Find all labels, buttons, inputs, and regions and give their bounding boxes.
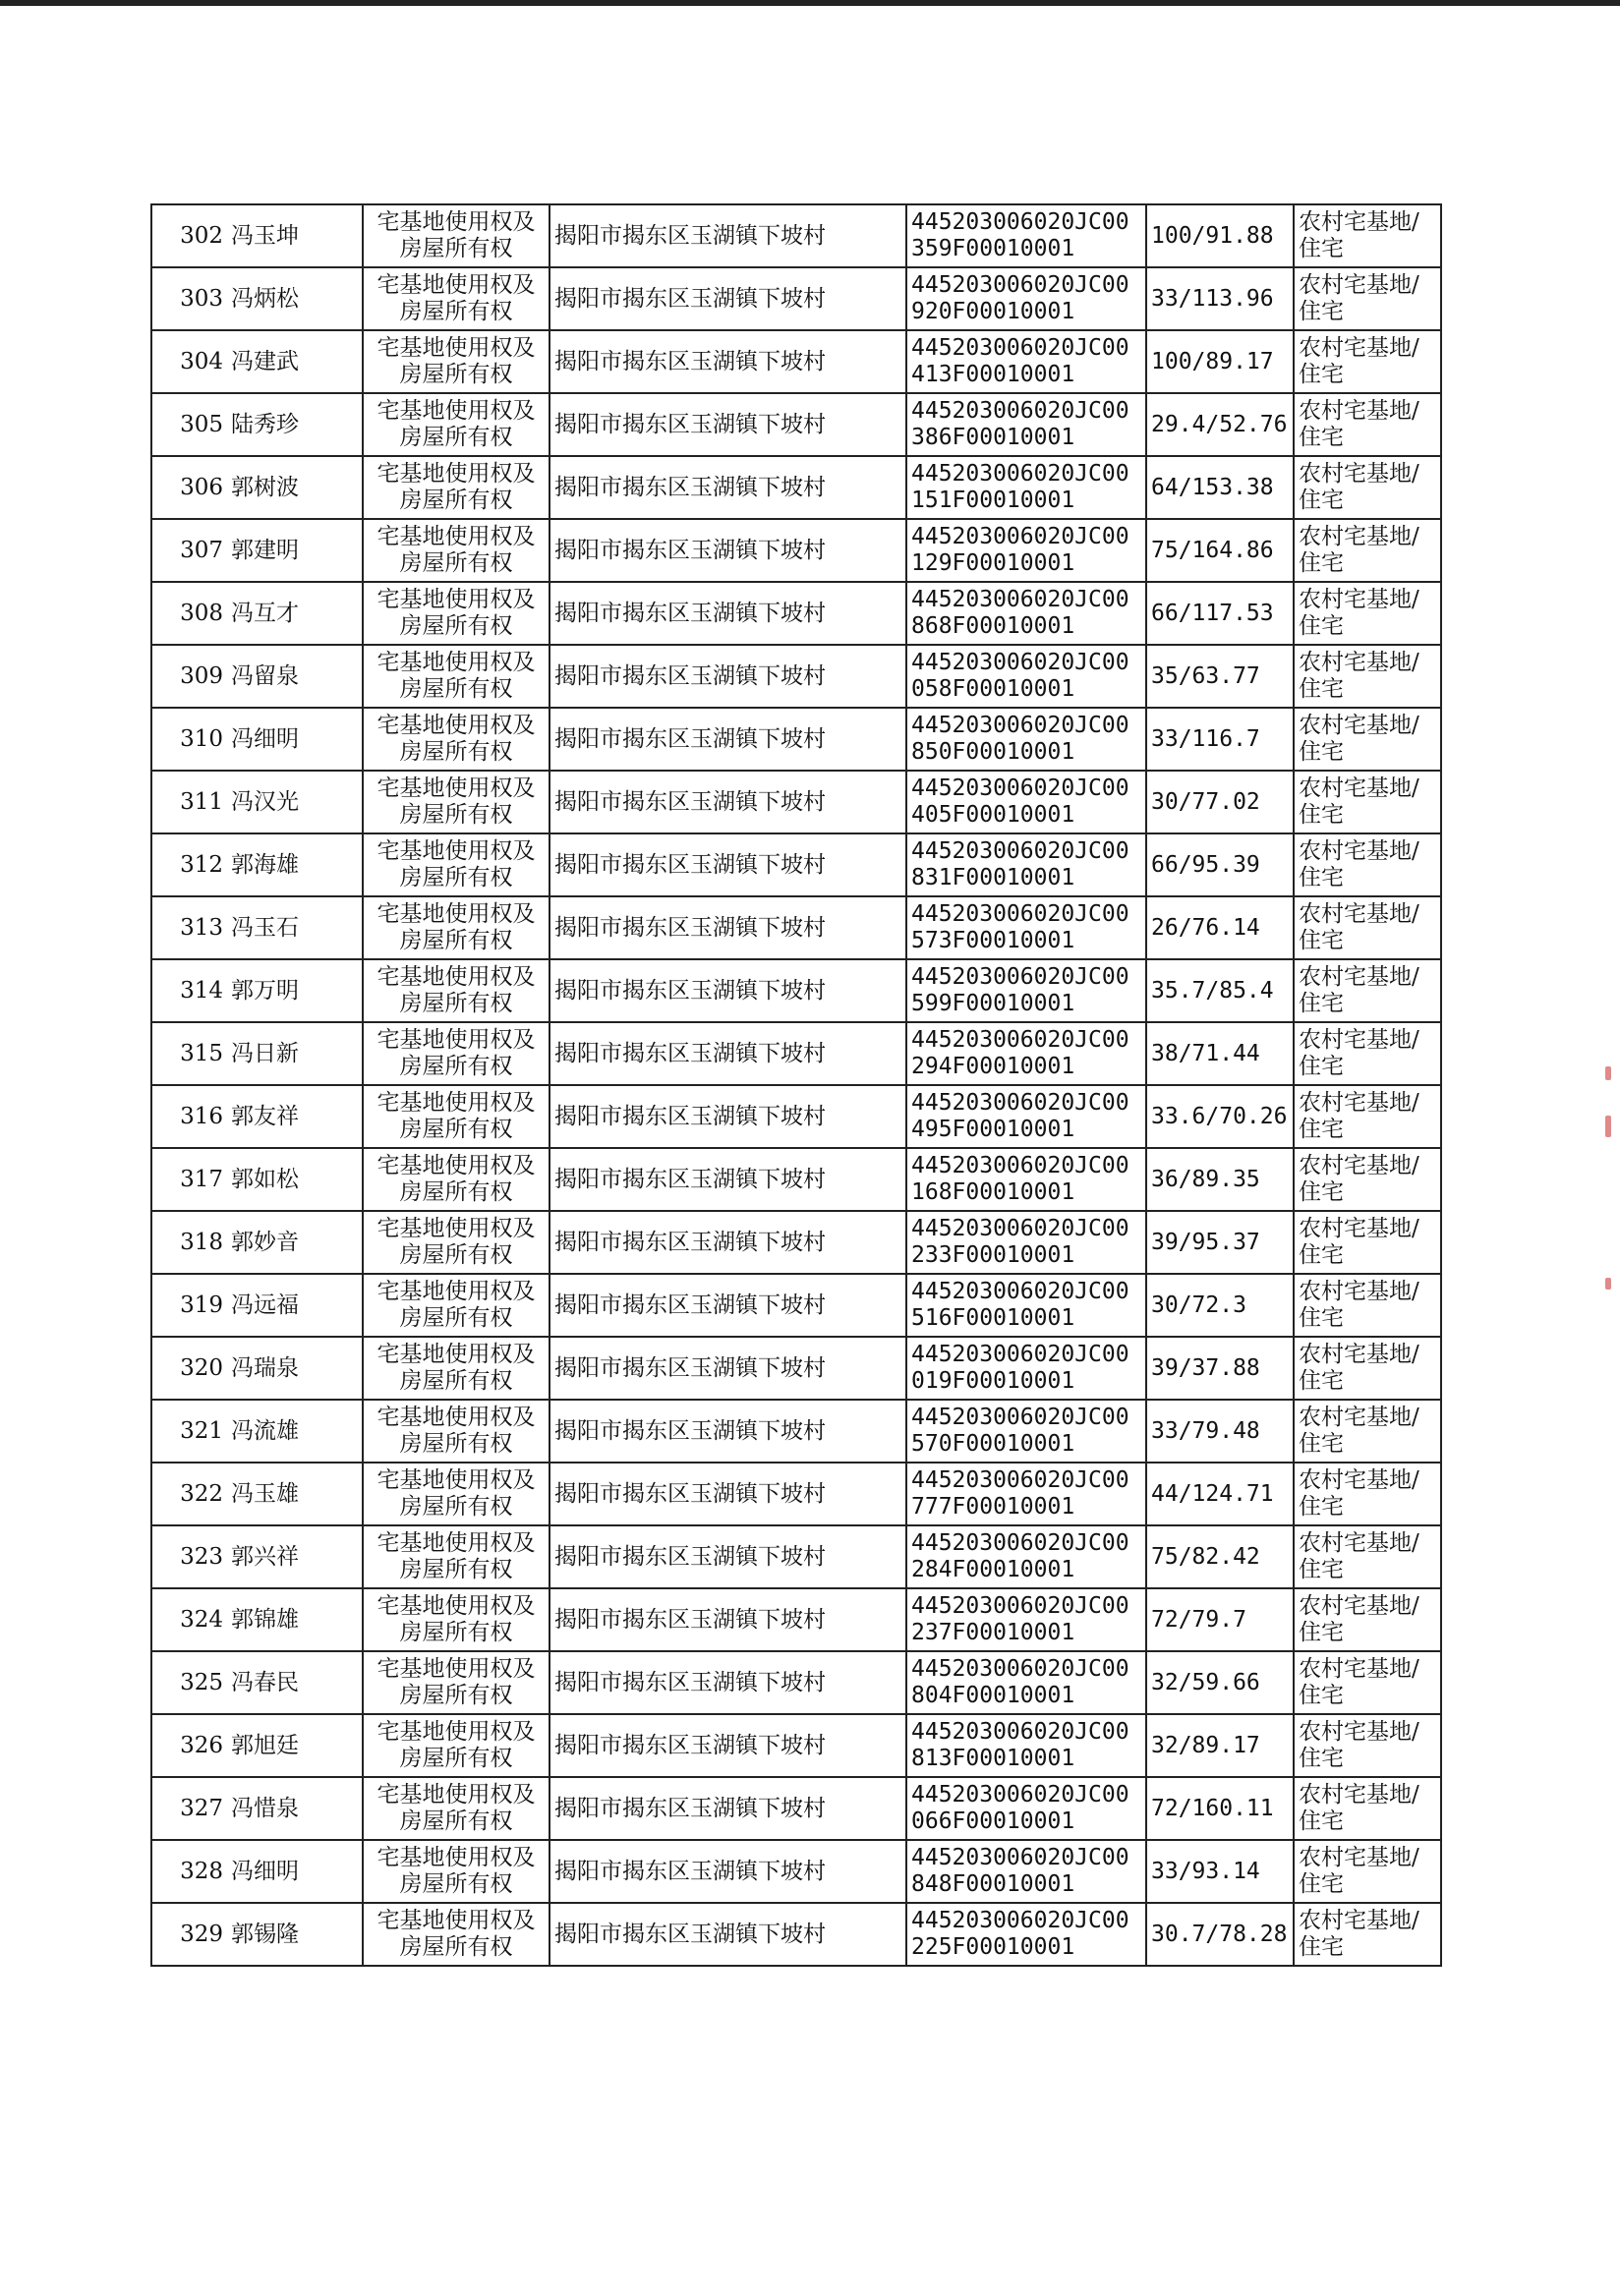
owner-name-cell: 冯互才 [227, 582, 363, 645]
table-row [151, 1588, 1441, 1651]
row-number-cell: 309 [151, 645, 227, 708]
area-value-cell: 44/124.71 [1146, 1463, 1294, 1525]
table-row [151, 519, 1441, 582]
area-value-cell: 35.7/85.4 [1146, 959, 1294, 1022]
table-row [151, 1777, 1441, 1840]
unit-code-cell: 445203006020JC00386F00010001 [906, 393, 1146, 456]
row-number-cell: 320 [151, 1337, 227, 1400]
page-top-edge [0, 0, 1620, 6]
right-type-cell: 宅基地使用权及房屋所有权 [363, 1022, 550, 1085]
right-type-cell: 宅基地使用权及房屋所有权 [363, 1777, 550, 1840]
land-use-cell: 农村宅基地/ 住宅 [1294, 645, 1441, 708]
area-value-cell: 66/117.53 [1146, 582, 1294, 645]
owner-name-cell: 郭建明 [227, 519, 363, 582]
row-number-cell: 303 [151, 267, 227, 330]
owner-name-cell: 郭海雄 [227, 833, 363, 896]
owner-name-cell: 陆秀珍 [227, 393, 363, 456]
property-location-cell: 揭阳市揭东区玉湖镇下坡村 [550, 771, 906, 833]
unit-code-cell: 445203006020JC00570F00010001 [906, 1400, 1146, 1463]
land-use-cell: 农村宅基地/ 住宅 [1294, 456, 1441, 519]
property-location-cell: 揭阳市揭东区玉湖镇下坡村 [550, 1840, 906, 1903]
unit-code-cell: 445203006020JC00850F00010001 [906, 708, 1146, 771]
land-use-cell: 农村宅基地/ 住宅 [1294, 1211, 1441, 1274]
property-location-cell: 揭阳市揭东区玉湖镇下坡村 [550, 519, 906, 582]
property-location-cell: 揭阳市揭东区玉湖镇下坡村 [550, 582, 906, 645]
right-type-cell: 宅基地使用权及房屋所有权 [363, 1211, 550, 1274]
right-type-cell: 宅基地使用权及房屋所有权 [363, 1525, 550, 1588]
owner-name-cell: 冯留泉 [227, 645, 363, 708]
land-use-cell: 农村宅基地/ 住宅 [1294, 1840, 1441, 1903]
area-value-cell: 32/59.66 [1146, 1651, 1294, 1714]
property-location-cell: 揭阳市揭东区玉湖镇下坡村 [550, 959, 906, 1022]
land-use-cell: 农村宅基地/ 住宅 [1294, 1588, 1441, 1651]
row-number-cell: 317 [151, 1148, 227, 1211]
property-location-cell: 揭阳市揭东区玉湖镇下坡村 [550, 1085, 906, 1148]
property-location-cell: 揭阳市揭东区玉湖镇下坡村 [550, 1274, 906, 1337]
table-row [151, 833, 1441, 896]
land-use-cell: 农村宅基地/ 住宅 [1294, 833, 1441, 896]
owner-name-cell: 冯惜泉 [227, 1777, 363, 1840]
table-row [151, 1714, 1441, 1777]
land-use-cell: 农村宅基地/ 住宅 [1294, 708, 1441, 771]
unit-code-cell: 445203006020JC00777F00010001 [906, 1463, 1146, 1525]
unit-code-cell: 445203006020JC00129F00010001 [906, 519, 1146, 582]
right-type-cell: 宅基地使用权及房屋所有权 [363, 204, 550, 267]
right-type-cell: 宅基地使用权及房屋所有权 [363, 645, 550, 708]
right-type-cell: 宅基地使用权及房屋所有权 [363, 1588, 550, 1651]
unit-code-cell: 445203006020JC00573F00010001 [906, 896, 1146, 959]
property-location-cell: 揭阳市揭东区玉湖镇下坡村 [550, 456, 906, 519]
row-number-cell: 316 [151, 1085, 227, 1148]
right-type-cell: 宅基地使用权及房屋所有权 [363, 1651, 550, 1714]
row-number-cell: 319 [151, 1274, 227, 1337]
area-value-cell: 39/95.37 [1146, 1211, 1294, 1274]
row-number-cell: 328 [151, 1840, 227, 1903]
area-value-cell: 30/77.02 [1146, 771, 1294, 833]
table-row [151, 1651, 1441, 1714]
row-number-cell: 325 [151, 1651, 227, 1714]
owner-name-cell: 冯玉坤 [227, 204, 363, 267]
unit-code-cell: 445203006020JC00599F00010001 [906, 959, 1146, 1022]
land-use-cell: 农村宅基地/ 住宅 [1294, 1651, 1441, 1714]
unit-code-cell: 445203006020JC00168F00010001 [906, 1148, 1146, 1211]
right-type-cell: 宅基地使用权及房屋所有权 [363, 456, 550, 519]
area-value-cell: 33.6/70.26 [1146, 1085, 1294, 1148]
property-rights-table [150, 203, 1442, 1967]
area-value-cell: 36/89.35 [1146, 1148, 1294, 1211]
property-location-cell: 揭阳市揭东区玉湖镇下坡村 [550, 1211, 906, 1274]
property-location-cell: 揭阳市揭东区玉湖镇下坡村 [550, 267, 906, 330]
unit-code-cell: 445203006020JC00237F00010001 [906, 1588, 1146, 1651]
right-type-cell: 宅基地使用权及房屋所有权 [363, 1148, 550, 1211]
owner-name-cell: 冯汉光 [227, 771, 363, 833]
table-row [151, 1400, 1441, 1463]
land-use-cell: 农村宅基地/ 住宅 [1294, 1777, 1441, 1840]
area-value-cell: 33/113.96 [1146, 267, 1294, 330]
area-value-cell: 26/76.14 [1146, 896, 1294, 959]
property-location-cell: 揭阳市揭东区玉湖镇下坡村 [550, 1525, 906, 1588]
stamp-edge-mark [1605, 1066, 1611, 1080]
property-location-cell: 揭阳市揭东区玉湖镇下坡村 [550, 204, 906, 267]
table-row [151, 582, 1441, 645]
right-type-cell: 宅基地使用权及房屋所有权 [363, 896, 550, 959]
land-use-cell: 农村宅基地/ 住宅 [1294, 267, 1441, 330]
area-value-cell: 38/71.44 [1146, 1022, 1294, 1085]
unit-code-cell: 445203006020JC00019F00010001 [906, 1337, 1146, 1400]
table-row [151, 1337, 1441, 1400]
table-row [151, 1525, 1441, 1588]
stamp-edge-mark [1605, 1116, 1611, 1137]
owner-name-cell: 郭兴祥 [227, 1525, 363, 1588]
owner-name-cell: 冯玉石 [227, 896, 363, 959]
owner-name-cell: 冯玉雄 [227, 1463, 363, 1525]
property-location-cell: 揭阳市揭东区玉湖镇下坡村 [550, 1148, 906, 1211]
area-value-cell: 75/164.86 [1146, 519, 1294, 582]
right-type-cell: 宅基地使用权及房屋所有权 [363, 1274, 550, 1337]
row-number-cell: 313 [151, 896, 227, 959]
unit-code-cell: 445203006020JC00405F00010001 [906, 771, 1146, 833]
right-type-cell: 宅基地使用权及房屋所有权 [363, 1337, 550, 1400]
row-number-cell: 321 [151, 1400, 227, 1463]
unit-code-cell: 445203006020JC00233F00010001 [906, 1211, 1146, 1274]
row-number-cell: 307 [151, 519, 227, 582]
stamp-edge-mark [1605, 1278, 1611, 1290]
owner-name-cell: 郭妙音 [227, 1211, 363, 1274]
table-row [151, 204, 1441, 267]
table-row [151, 771, 1441, 833]
owner-name-cell: 冯春民 [227, 1651, 363, 1714]
land-use-cell: 农村宅基地/ 住宅 [1294, 959, 1441, 1022]
owner-name-cell: 郭旭廷 [227, 1714, 363, 1777]
row-number-cell: 304 [151, 330, 227, 393]
table-row [151, 1463, 1441, 1525]
table-row [151, 645, 1441, 708]
table-body [151, 204, 1441, 1966]
owner-name-cell: 冯流雄 [227, 1400, 363, 1463]
right-type-cell: 宅基地使用权及房屋所有权 [363, 1714, 550, 1777]
owner-name-cell: 郭万明 [227, 959, 363, 1022]
right-type-cell: 宅基地使用权及房屋所有权 [363, 708, 550, 771]
row-number-cell: 322 [151, 1463, 227, 1525]
row-number-cell: 329 [151, 1903, 227, 1966]
table-row [151, 1022, 1441, 1085]
owner-name-cell: 冯日新 [227, 1022, 363, 1085]
table-row [151, 959, 1441, 1022]
row-number-cell: 324 [151, 1588, 227, 1651]
unit-code-cell: 445203006020JC00868F00010001 [906, 582, 1146, 645]
row-number-cell: 318 [151, 1211, 227, 1274]
area-value-cell: 29.4/52.76 [1146, 393, 1294, 456]
property-location-cell: 揭阳市揭东区玉湖镇下坡村 [550, 1714, 906, 1777]
right-type-cell: 宅基地使用权及房屋所有权 [363, 393, 550, 456]
unit-code-cell: 445203006020JC00284F00010001 [906, 1525, 1146, 1588]
land-use-cell: 农村宅基地/ 住宅 [1294, 582, 1441, 645]
property-location-cell: 揭阳市揭东区玉湖镇下坡村 [550, 896, 906, 959]
area-value-cell: 66/95.39 [1146, 833, 1294, 896]
table-row [151, 1840, 1441, 1903]
land-use-cell: 农村宅基地/ 住宅 [1294, 1714, 1441, 1777]
unit-code-cell: 445203006020JC00831F00010001 [906, 833, 1146, 896]
unit-code-cell: 445203006020JC00413F00010001 [906, 330, 1146, 393]
owner-name-cell: 冯远福 [227, 1274, 363, 1337]
unit-code-cell: 445203006020JC00151F00010001 [906, 456, 1146, 519]
table-row [151, 1148, 1441, 1211]
row-number-cell: 308 [151, 582, 227, 645]
unit-code-cell: 445203006020JC00359F00010001 [906, 204, 1146, 267]
owner-name-cell: 冯细明 [227, 708, 363, 771]
land-use-cell: 农村宅基地/ 住宅 [1294, 1085, 1441, 1148]
area-value-cell: 100/91.88 [1146, 204, 1294, 267]
unit-code-cell: 445203006020JC00848F00010001 [906, 1840, 1146, 1903]
property-location-cell: 揭阳市揭东区玉湖镇下坡村 [550, 1903, 906, 1966]
row-number-cell: 326 [151, 1714, 227, 1777]
land-use-cell: 农村宅基地/ 住宅 [1294, 1903, 1441, 1966]
unit-code-cell: 445203006020JC00066F00010001 [906, 1777, 1146, 1840]
row-number-cell: 314 [151, 959, 227, 1022]
right-type-cell: 宅基地使用权及房屋所有权 [363, 1400, 550, 1463]
table-row [151, 1274, 1441, 1337]
land-use-cell: 农村宅基地/ 住宅 [1294, 771, 1441, 833]
table-row [151, 1211, 1441, 1274]
owner-name-cell: 冯细明 [227, 1840, 363, 1903]
row-number-cell: 305 [151, 393, 227, 456]
land-use-cell: 农村宅基地/ 住宅 [1294, 330, 1441, 393]
right-type-cell: 宅基地使用权及房屋所有权 [363, 582, 550, 645]
owner-name-cell: 冯瑞泉 [227, 1337, 363, 1400]
unit-code-cell: 445203006020JC00804F00010001 [906, 1651, 1146, 1714]
area-value-cell: 72/79.7 [1146, 1588, 1294, 1651]
property-location-cell: 揭阳市揭东区玉湖镇下坡村 [550, 833, 906, 896]
land-use-cell: 农村宅基地/ 住宅 [1294, 1022, 1441, 1085]
right-type-cell: 宅基地使用权及房屋所有权 [363, 833, 550, 896]
unit-code-cell: 445203006020JC00495F00010001 [906, 1085, 1146, 1148]
owner-name-cell: 郭锦雄 [227, 1588, 363, 1651]
unit-code-cell: 445203006020JC00813F00010001 [906, 1714, 1146, 1777]
table-row [151, 456, 1441, 519]
land-use-cell: 农村宅基地/ 住宅 [1294, 1148, 1441, 1211]
area-value-cell: 30/72.3 [1146, 1274, 1294, 1337]
unit-code-cell: 445203006020JC00294F00010001 [906, 1022, 1146, 1085]
property-location-cell: 揭阳市揭东区玉湖镇下坡村 [550, 645, 906, 708]
area-value-cell: 33/93.14 [1146, 1840, 1294, 1903]
property-location-cell: 揭阳市揭东区玉湖镇下坡村 [550, 1588, 906, 1651]
row-number-cell: 323 [151, 1525, 227, 1588]
land-use-cell: 农村宅基地/ 住宅 [1294, 204, 1441, 267]
unit-code-cell: 445203006020JC00225F00010001 [906, 1903, 1146, 1966]
row-number-cell: 312 [151, 833, 227, 896]
area-value-cell: 64/153.38 [1146, 456, 1294, 519]
owner-name-cell: 冯炳松 [227, 267, 363, 330]
row-number-cell: 315 [151, 1022, 227, 1085]
right-type-cell: 宅基地使用权及房屋所有权 [363, 330, 550, 393]
area-value-cell: 35/63.77 [1146, 645, 1294, 708]
table-row [151, 1085, 1441, 1148]
table-row [151, 896, 1441, 959]
land-use-cell: 农村宅基地/ 住宅 [1294, 393, 1441, 456]
right-type-cell: 宅基地使用权及房屋所有权 [363, 771, 550, 833]
property-location-cell: 揭阳市揭东区玉湖镇下坡村 [550, 1651, 906, 1714]
row-number-cell: 310 [151, 708, 227, 771]
property-location-cell: 揭阳市揭东区玉湖镇下坡村 [550, 330, 906, 393]
table-row [151, 330, 1441, 393]
land-use-cell: 农村宅基地/ 住宅 [1294, 1274, 1441, 1337]
right-type-cell: 宅基地使用权及房屋所有权 [363, 519, 550, 582]
area-value-cell: 32/89.17 [1146, 1714, 1294, 1777]
area-value-cell: 75/82.42 [1146, 1525, 1294, 1588]
land-use-cell: 农村宅基地/ 住宅 [1294, 1463, 1441, 1525]
right-type-cell: 宅基地使用权及房屋所有权 [363, 1085, 550, 1148]
area-value-cell: 33/116.7 [1146, 708, 1294, 771]
owner-name-cell: 冯建武 [227, 330, 363, 393]
area-value-cell: 39/37.88 [1146, 1337, 1294, 1400]
land-use-cell: 农村宅基地/ 住宅 [1294, 1337, 1441, 1400]
area-value-cell: 30.7/78.28 [1146, 1903, 1294, 1966]
right-type-cell: 宅基地使用权及房屋所有权 [363, 959, 550, 1022]
property-location-cell: 揭阳市揭东区玉湖镇下坡村 [550, 708, 906, 771]
row-number-cell: 306 [151, 456, 227, 519]
property-location-cell: 揭阳市揭东区玉湖镇下坡村 [550, 1463, 906, 1525]
property-location-cell: 揭阳市揭东区玉湖镇下坡村 [550, 393, 906, 456]
property-location-cell: 揭阳市揭东区玉湖镇下坡村 [550, 1337, 906, 1400]
right-type-cell: 宅基地使用权及房屋所有权 [363, 1463, 550, 1525]
area-value-cell: 100/89.17 [1146, 330, 1294, 393]
table-row [151, 393, 1441, 456]
owner-name-cell: 郭锡隆 [227, 1903, 363, 1966]
table-row [151, 267, 1441, 330]
unit-code-cell: 445203006020JC00920F00010001 [906, 267, 1146, 330]
table-row [151, 1903, 1441, 1966]
land-use-cell: 农村宅基地/ 住宅 [1294, 1400, 1441, 1463]
owner-name-cell: 郭如松 [227, 1148, 363, 1211]
right-type-cell: 宅基地使用权及房屋所有权 [363, 267, 550, 330]
area-value-cell: 33/79.48 [1146, 1400, 1294, 1463]
right-type-cell: 宅基地使用权及房屋所有权 [363, 1903, 550, 1966]
property-location-cell: 揭阳市揭东区玉湖镇下坡村 [550, 1400, 906, 1463]
table-row [151, 708, 1441, 771]
right-type-cell: 宅基地使用权及房屋所有权 [363, 1840, 550, 1903]
property-location-cell: 揭阳市揭东区玉湖镇下坡村 [550, 1777, 906, 1840]
unit-code-cell: 445203006020JC00516F00010001 [906, 1274, 1146, 1337]
area-value-cell: 72/160.11 [1146, 1777, 1294, 1840]
land-use-cell: 农村宅基地/ 住宅 [1294, 519, 1441, 582]
row-number-cell: 311 [151, 771, 227, 833]
owner-name-cell: 郭友祥 [227, 1085, 363, 1148]
owner-name-cell: 郭树波 [227, 456, 363, 519]
unit-code-cell: 445203006020JC00058F00010001 [906, 645, 1146, 708]
property-location-cell: 揭阳市揭东区玉湖镇下坡村 [550, 1022, 906, 1085]
land-use-cell: 农村宅基地/ 住宅 [1294, 896, 1441, 959]
land-use-cell: 农村宅基地/ 住宅 [1294, 1525, 1441, 1588]
row-number-cell: 327 [151, 1777, 227, 1840]
row-number-cell: 302 [151, 204, 227, 267]
